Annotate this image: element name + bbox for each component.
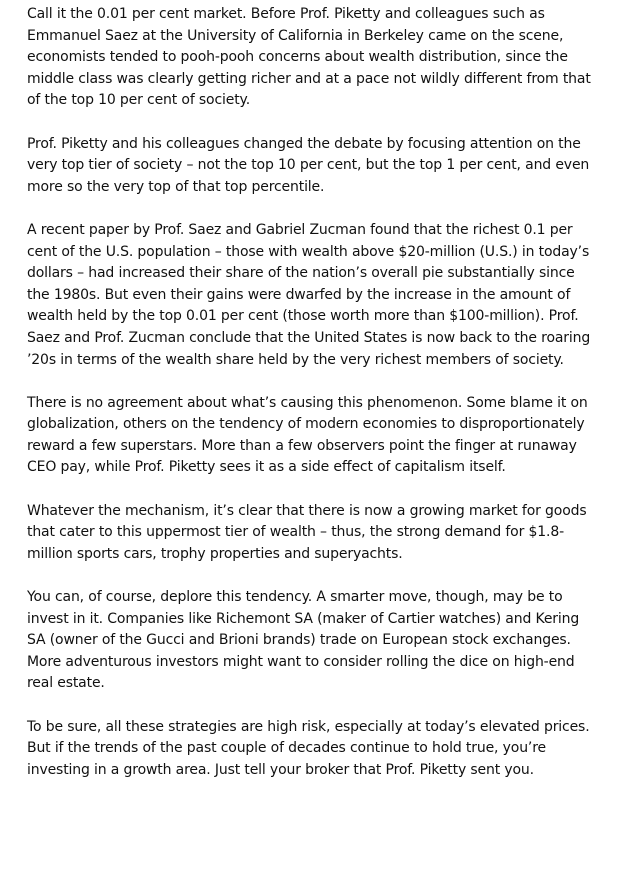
article-paragraph-4: There is no agreement about what’s causing this phenomenon. Some blame it on globalization, others on the tendency of modern economies to disproportionately reward a few superstars. More than a few observers point the finger at runaway CEO pay, while Prof. Piketty sees it as a side effect of capitalism itself. xyxy=(27,394,588,476)
article-paragraph-7: To be sure, all these strategies are high risk, especially at today’s elevated prices. But if the trends of the past couple of decades continue to hold true, you’re investing in a growth area. Just tell your broker that Prof. Piketty sent you. xyxy=(27,718,590,778)
article-paragraph-3: A recent paper by Prof. Saez and Gabriel Zucman found that the richest 0.1 per cent of the U.S. population – those with wealth above $20-million (U.S.) in today’s dollars – had increased their share of the nation’s overall pie substantially since the 1980s. But even their gains were dwarfed by the increase in the amount of wealth held by the top 0.01 per cent (those worth more than $100-million). Prof. Saez and Prof. Zucman conclude that the United States is now back to the roaring ’20s in terms of the wealth share held by the very richest members of society. xyxy=(27,221,591,368)
article-paragraph-1: Call it the 0.01 per cent market. Before Prof. Piketty and colleagues such as Emmanuel Saez at the University of California in Berkeley came on the scene, economists tended to pooh-pooh concerns about wealth distribution, since the middle class was clearly getting richer and at a pace not wildly different from that of the top 10 per cent of society. xyxy=(27,6,591,109)
article-paragraph-6: You can, of course, deplore this tendency. A smarter move, though, may be to invest in it. Companies like Richemont SA (maker of Cartier watches) and Kering SA (owner of the Gucci and Brioni brands) trade on European stock exchanges. More adventurous investors might want to consider rolling the dice on high-end real estate. xyxy=(27,589,580,692)
article-paragraph-5: Whatever the mechanism, it’s clear that there is now a growing market for goods that cater to this uppermost tier of wealth – thus, the strong demand for $1.8-million sports cars, trophy properties and superyachts. xyxy=(27,502,587,562)
article-paragraph-2: Prof. Piketty and his colleagues changed the debate by focusing attention on the very top tier of society – not the top 10 per cent, but the top 1 per cent, and even more so the very top of that top percentile. xyxy=(27,135,590,195)
